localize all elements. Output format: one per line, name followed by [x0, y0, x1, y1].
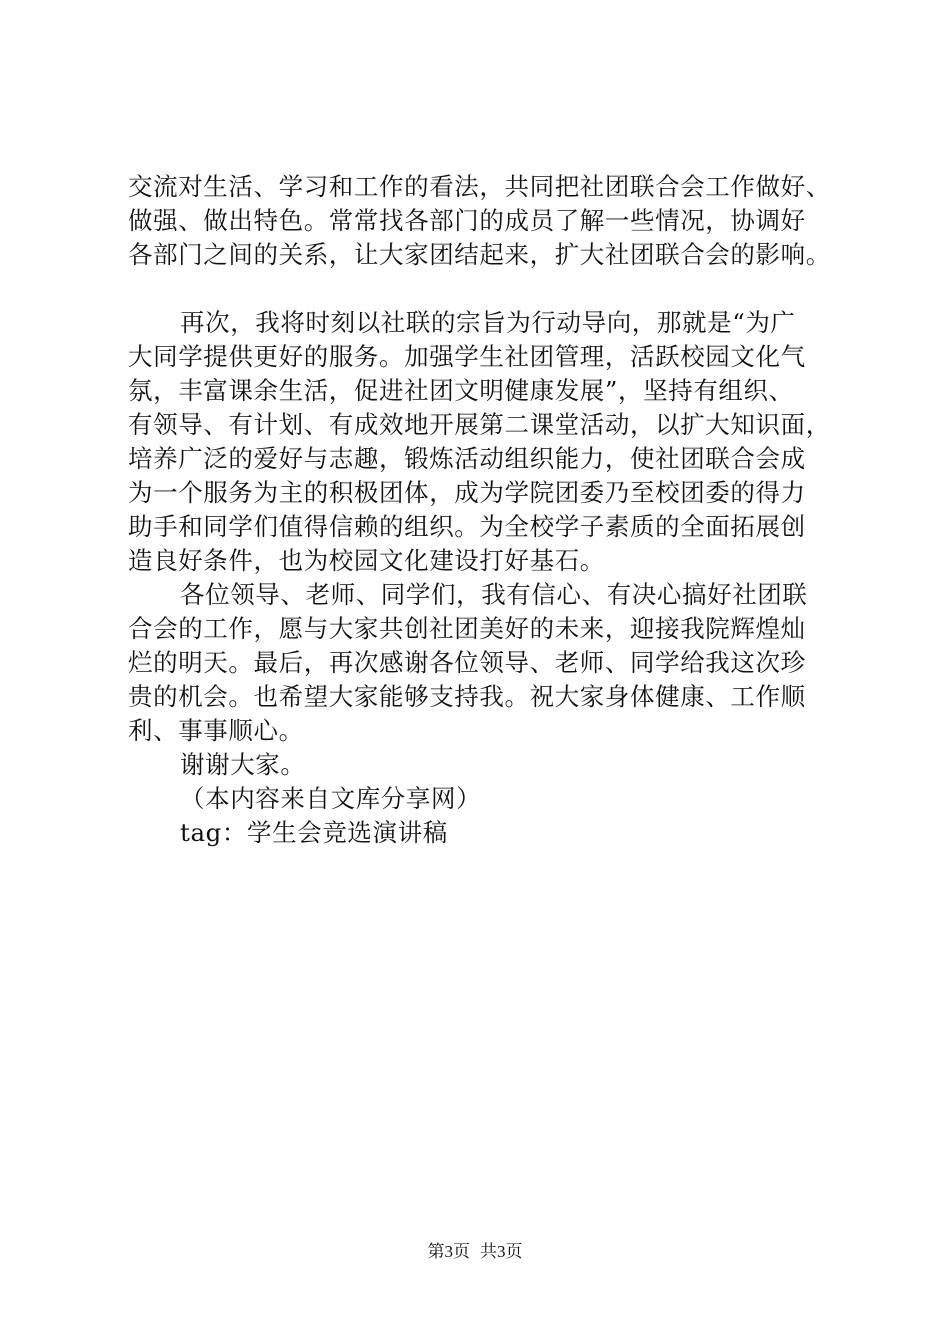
paragraph-line: 为一个服务为主的积极团体，成为学院团委乃至校团委的得力	[128, 478, 806, 507]
page-total: 共3页	[480, 1242, 523, 1261]
paragraph-line: 烂的明天。最后，再次感谢各位领导、老师、同学给我这次珍	[128, 648, 806, 677]
paragraph-line: 交流对生活、学习和工作的看法，共同把社团联合会工作做好、	[128, 172, 831, 201]
paragraph-line: 做强、做出特色。常常找各部门的成员了解一些情况，协调好	[128, 206, 806, 235]
paragraph-line: 各位领导、老师、同学们，我有信心、有决心搞好社团联	[180, 580, 808, 609]
paragraph-line: 再次，我将时刻以社联的宗旨为行动导向，那就是“为广	[180, 308, 796, 337]
tag-line: tag：学生会竞选演讲稿	[180, 818, 448, 847]
paragraph-line: 有领导、有计划、有成效地开展第二课堂活动，以扩大知识面，	[128, 410, 831, 439]
paragraph-line: 造良好条件，也为校园文化建设打好基石。	[128, 546, 605, 575]
paragraph-line: 合会的工作，愿与大家共创社团美好的未来，迎接我院辉煌灿	[128, 614, 806, 643]
closing-thanks: 谢谢大家。	[180, 750, 306, 779]
page-number: 第3页	[427, 1242, 470, 1261]
paragraph-line: 大同学提供更好的服务。加强学生社团管理，活跃校园文化气	[128, 342, 806, 371]
page-footer	[0, 1240, 950, 1264]
paragraph-line: 利、事事顺心。	[128, 716, 304, 745]
document-body	[128, 170, 848, 850]
paragraph-line: 氛，丰富课余生活，促进社团文明健康发展”，坚持有组织、	[128, 376, 794, 405]
paragraph-spacer	[128, 272, 848, 306]
paragraph-line: 助手和同学们值得信赖的组织。为全校学子素质的全面拓展创	[128, 512, 806, 541]
paragraph-line: 培养广泛的爱好与志趣，锻炼活动组织能力，使社团联合会成	[128, 444, 806, 473]
source-note: （本内容来自文库分享网）	[180, 784, 482, 813]
paragraph-line: 各部门之间的关系，让大家团结起来，扩大社团联合会的影响。	[128, 240, 831, 269]
paragraph-line: 贵的机会。也希望大家能够支持我。祝大家身体健康、工作顺	[128, 682, 806, 711]
